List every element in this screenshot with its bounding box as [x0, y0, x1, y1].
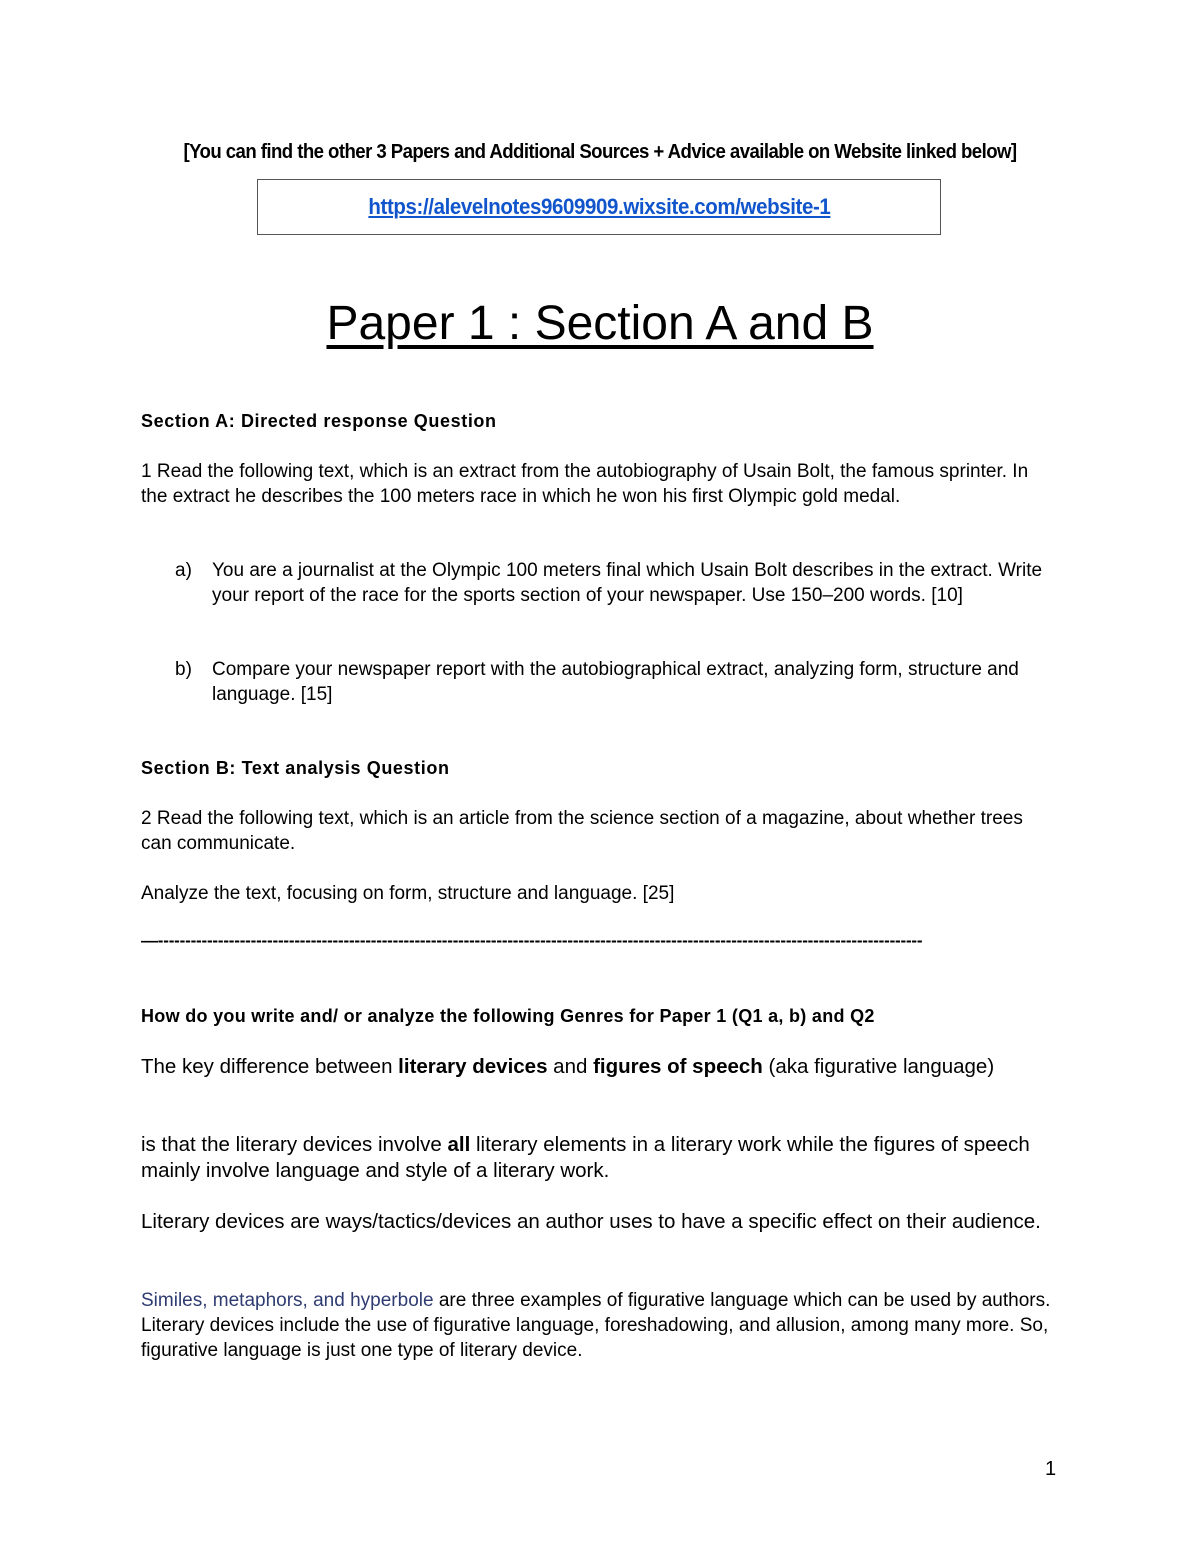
section-b-heading-block	[141, 758, 1051, 779]
genres-heading-block	[141, 1006, 1051, 1027]
bold-literary-devices: literary devices	[398, 1055, 548, 1078]
genres-p4-block	[141, 1288, 1051, 1363]
page-number: 1	[1045, 1458, 1057, 1480]
section-b-task: Analyze the text, focusing on form, structure and language. [25]	[141, 883, 675, 904]
genres-paragraph-3: Literary devices are ways/tactics/devices an author uses to have a specific effect on their audience.	[141, 1210, 1041, 1233]
section-b-task-block	[141, 881, 1051, 906]
question-b-block	[141, 657, 1051, 707]
link-box	[257, 179, 941, 235]
list-item	[175, 558, 1051, 608]
list-marker: b)	[175, 659, 192, 680]
divider-block	[141, 931, 1051, 951]
website-link[interactable]: https://alevelnotes9609909.wixsite.com/website-1	[367, 194, 831, 219]
list-item	[175, 657, 1051, 707]
genres-p2-block	[141, 1132, 1051, 1184]
bold-figures-of-speech: figures of speech	[593, 1055, 763, 1078]
text-span: literary elements in a literary work while the figures of speech mainly involve language and style of a literary work.	[141, 1133, 1030, 1182]
genres-p1-block	[141, 1054, 1051, 1080]
question-1b-text: Compare your newspaper report with the autobiographical extract, analyzing form, structure and language. [15]	[212, 659, 1019, 705]
list-marker: a)	[175, 560, 192, 581]
genres-heading: How do you write and/ or analyze the following Genres for Paper 1 (Q1 a, b) and Q2	[141, 1006, 875, 1026]
section-b-intro-block	[141, 806, 1051, 856]
section-a-heading-block	[141, 411, 1051, 432]
section-b-intro: 2 Read the following text, which is an article from the science section of a magazine, about whether trees can communicate.	[141, 808, 1023, 854]
section-b-heading: Section B: Text analysis Question	[141, 758, 450, 778]
website-notice: [You can find the other 3 Papers and Additional Sources + Advice available on Website linked below]	[183, 141, 1017, 163]
text-span: (aka figurative language)	[762, 1055, 995, 1078]
text-span: and	[547, 1055, 594, 1078]
page-title: Paper 1 : Section A and B	[326, 297, 874, 350]
section-a-heading: Section A: Directed response Question	[141, 411, 497, 431]
text-span: are three examples of figurative language which can be used by authors. Literary devices include the use of figurative language, foreshadowing, and allusion, among many more. So, figurative language is just one type of literary device.	[141, 1290, 1051, 1361]
genres-paragraph-2	[141, 1132, 1051, 1184]
accent-text: Similes, metaphors, and hyperbole	[141, 1290, 434, 1311]
bold-all: all	[447, 1133, 471, 1156]
divider: —--------------------------------------------------------------------------------------------------------------------------------------------	[141, 931, 923, 950]
text-span: The key difference between	[141, 1055, 399, 1078]
genres-paragraph-4	[141, 1288, 1051, 1363]
genres-paragraph-1	[141, 1054, 1051, 1080]
section-a-intro: 1 Read the following text, which is an extract from the autobiography of Usain Bolt, the famous sprinter. In the extract he describes the 100 meters race in which he won his first Olympic gold medal.	[141, 461, 1029, 507]
section-a-intro-block	[141, 459, 1051, 509]
question-a-block	[141, 558, 1051, 608]
text-span: is that the literary devices involve	[141, 1133, 448, 1156]
question-1a-text: You are a journalist at the Olympic 100 meters final which Usain Bolt describes in the extract. Write your report of the race for the sports section of your newspaper. Use 150–200 words. [10]	[212, 560, 1043, 606]
genres-p3-block	[141, 1209, 1051, 1235]
